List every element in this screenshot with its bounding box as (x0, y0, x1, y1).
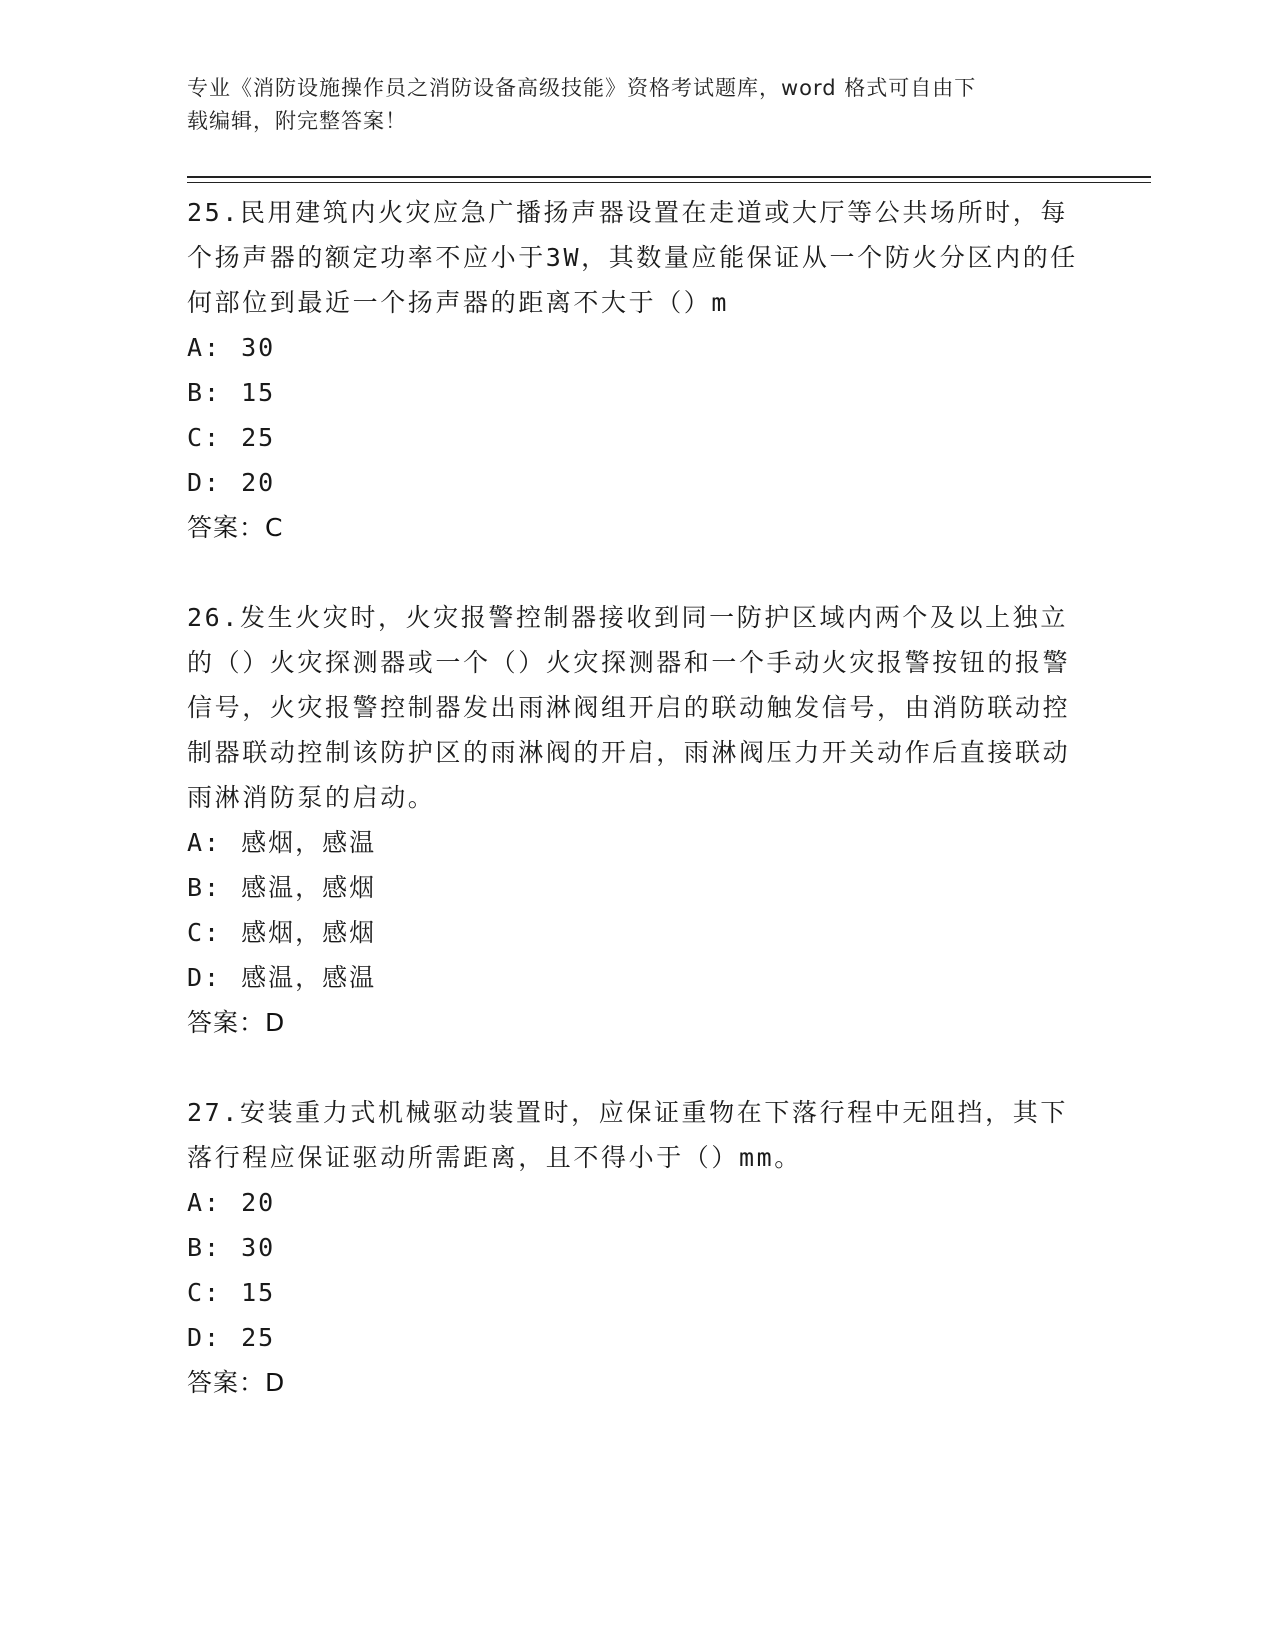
option-text: 感温，感温 (241, 963, 377, 992)
header-line-1: 专业《消防设施操作员之消防设备高级技能》资格考试题库，word 格式可自由下 (187, 76, 977, 100)
option-d (187, 955, 1087, 1000)
option-letter: A: (187, 828, 222, 857)
question-25 (187, 190, 1087, 550)
question-stem: 27.安装重力式机械驱动装置时，应保证重物在下落行程中无阻挡，其下落行程应保证驱动所需距离，且不得小于（）mm。 (187, 1098, 1068, 1172)
option-letter: A: (187, 333, 222, 362)
question-list (187, 190, 1087, 1405)
answer-line: 答案：D (187, 1008, 286, 1037)
option-text: 感烟，感温 (241, 828, 377, 857)
question-stem: 25.民用建筑内火灾应急广播扬声器设置在走道或大厅等公共场所时，每个扬声器的额定功率不应小于3W，其数量应能保证从一个防火分区内的任何部位到最近一个扬声器的距离不大于（）m (187, 198, 1078, 317)
option-text: 感温，感烟 (241, 873, 377, 902)
option-a (187, 1180, 1087, 1225)
answer-line: 答案：C (187, 513, 284, 542)
option-b (187, 370, 1087, 415)
option-d (187, 460, 1087, 505)
answer-line: 答案：D (187, 1368, 286, 1397)
option-letter: D: (187, 1323, 222, 1352)
option-c (187, 415, 1087, 460)
option-text: 15 (241, 378, 276, 407)
option-letter: B: (187, 378, 222, 407)
option-text: 25 (241, 423, 276, 452)
question-26 (187, 595, 1087, 1045)
option-letter: C: (187, 1278, 222, 1307)
option-text: 20 (241, 468, 276, 497)
option-text: 20 (241, 1188, 276, 1217)
option-letter: B: (187, 873, 222, 902)
option-text: 15 (241, 1278, 276, 1307)
question-stem: 26.发生火灾时，火灾报警控制器接收到同一防护区域内两个及以上独立的（）火灾探测器或一个（）火灾探测器和一个手动火灾报警按钮的报警信号，火灾报警控制器发出雨淋阀组开启的联动触发信号，由消防联动控制器联动控制该防护区的雨淋阀的开启，雨淋阀压力开关动作后直接联动雨淋消防泵的启动。 (187, 603, 1071, 812)
option-letter: C: (187, 423, 222, 452)
option-text: 感烟，感烟 (241, 918, 377, 947)
option-text: 25 (241, 1323, 276, 1352)
option-b (187, 1225, 1087, 1270)
header-divider-thin (187, 182, 1151, 183)
document-header (187, 72, 1067, 138)
option-a (187, 820, 1087, 865)
option-a (187, 325, 1087, 370)
option-b (187, 865, 1087, 910)
option-text: 30 (241, 333, 276, 362)
option-letter: B: (187, 1233, 222, 1262)
option-text: 30 (241, 1233, 276, 1262)
header-line-2: 载编辑，附完整答案！ (187, 109, 407, 133)
header-divider-thick (187, 176, 1151, 178)
option-letter: C: (187, 918, 222, 947)
option-letter: A: (187, 1188, 222, 1217)
option-c (187, 910, 1087, 955)
question-27 (187, 1090, 1087, 1405)
option-letter: D: (187, 963, 222, 992)
option-letter: D: (187, 468, 222, 497)
option-d (187, 1315, 1087, 1360)
option-c (187, 1270, 1087, 1315)
